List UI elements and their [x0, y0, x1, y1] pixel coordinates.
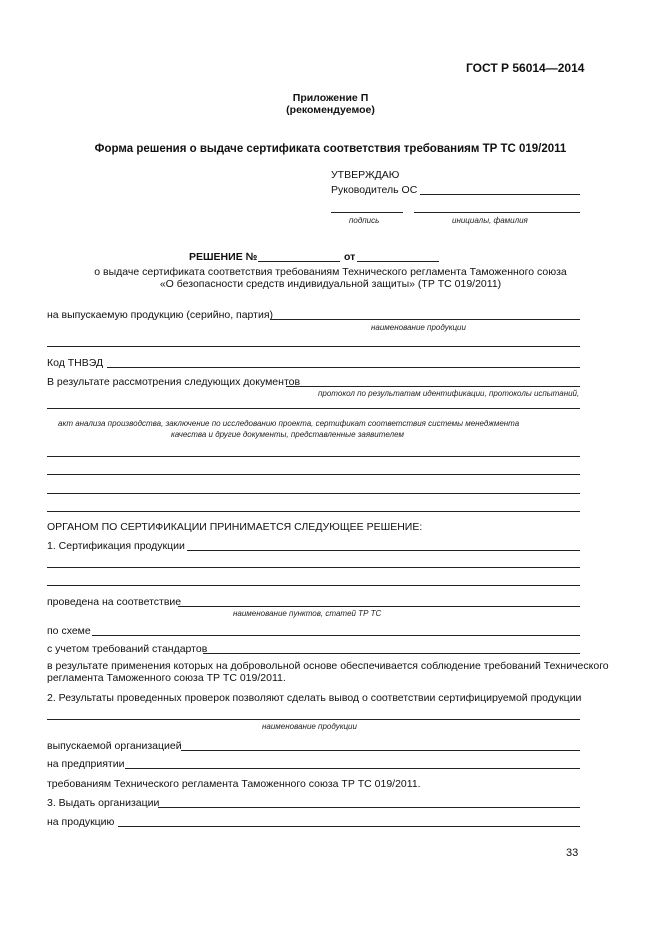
item2-hint: наименование продукции	[262, 722, 357, 731]
requirements-text: требованиям Технического регламента Таможенного союза ТР ТС 019/2011.	[47, 778, 421, 790]
head-label: Руководитель ОС	[331, 184, 418, 196]
for-products-line[interactable]	[118, 826, 580, 827]
decision-number-label: РЕШЕНИЕ №	[189, 251, 258, 263]
manufactured-label: выпускаемой организацией	[47, 740, 182, 752]
documents-hint-1: протокол по результатам идентификации, протоколы испытаний,	[318, 389, 580, 398]
organ-decision-heading: ОРГАНОМ ПО СЕРТИФИКАЦИИ ПРИНИМАЕТСЯ СЛЕДУЮЩЕЕ РЕШЕНИЕ:	[47, 521, 423, 533]
item3-line[interactable]	[158, 807, 580, 808]
decision-subtitle-1: о выдаче сертификата соответствия требованиям Технического регламента Таможенного союза	[94, 266, 567, 278]
item1-line-3[interactable]	[47, 585, 580, 586]
documents-line-6[interactable]	[47, 511, 580, 512]
conducted-line[interactable]	[178, 606, 580, 607]
voluntary-text-2: регламента Таможенного союза ТР ТС 019/2011.	[47, 672, 286, 684]
documents-line-5[interactable]	[47, 493, 580, 494]
item1-line[interactable]	[187, 550, 580, 551]
for-products-label: на продукцию	[47, 816, 115, 828]
decision-date-line[interactable]	[357, 261, 439, 262]
scheme-line[interactable]	[92, 635, 580, 636]
documents-line-4[interactable]	[47, 474, 580, 475]
enterprise-line[interactable]	[125, 768, 580, 769]
conducted-label: проведена на соответствие	[47, 596, 182, 608]
products-line[interactable]	[270, 319, 580, 320]
decision-subtitle-2: «О безопасности средств индивидуальной защиты» (ТР ТС 019/2011)	[159, 278, 502, 290]
products-label: на выпускаемую продукцию (серийно, партия)	[47, 309, 274, 321]
approve-label: УТВЕРЖДАЮ	[331, 169, 400, 181]
annex-status: (рекомендуемое)	[286, 104, 375, 116]
item1-label: 1. Сертификация продукции	[47, 540, 185, 552]
documents-line-2[interactable]	[47, 408, 580, 409]
tnved-label: Код ТНВЭД	[47, 357, 104, 369]
enterprise-label: на предприятии	[47, 758, 125, 770]
item3-label: 3. Выдать организации	[47, 797, 160, 809]
voluntary-text-1: в результате применения которых на добровольной основе обеспечивается соблюдение требований Технического	[47, 660, 609, 672]
signature-line[interactable]	[331, 212, 403, 213]
item1-line-2[interactable]	[47, 567, 580, 568]
tnved-line[interactable]	[107, 367, 580, 368]
documents-line[interactable]	[286, 386, 580, 387]
annex-title: Приложение П	[292, 92, 369, 104]
initials-hint: инициалы, фамилия	[452, 216, 528, 225]
documents-line-3[interactable]	[47, 456, 580, 457]
initials-line[interactable]	[414, 212, 580, 213]
products-hint: наименование продукции	[371, 323, 466, 332]
form-title: Форма решения о выдаче сертификата соответствия требованиям ТР ТС 019/2011	[94, 143, 567, 155]
decision-number-line[interactable]	[258, 261, 340, 262]
signature-hint: подпись	[349, 216, 380, 225]
decision-date-label: от	[344, 251, 356, 263]
manufactured-line[interactable]	[181, 750, 580, 751]
page-number: 33	[566, 847, 579, 859]
documents-hint-2: акт анализа производства, заключение по исследованию проекта, сертификат соответствия системы менеджмента	[58, 419, 520, 428]
head-name-line[interactable]	[420, 194, 580, 195]
standards-label: с учетом требований стандартов	[47, 643, 208, 655]
item2-text: 2. Результаты проведенных проверок позволяют сделать вывод о соответствии сертифицируемой продукции	[47, 692, 582, 704]
item2-line[interactable]	[47, 719, 580, 720]
conducted-hint: наименование пунктов, статей ТР ТС	[233, 609, 382, 618]
documents-label: В результате рассмотрения следующих документов	[47, 376, 301, 388]
documents-hint-3: качества и другие документы, представленные заявителем	[171, 430, 404, 439]
standard-number: ГОСТ Р 56014—2014	[466, 61, 585, 75]
products-line-2[interactable]	[47, 346, 580, 347]
standards-line[interactable]	[203, 653, 580, 654]
scheme-label: по схеме	[47, 625, 91, 637]
